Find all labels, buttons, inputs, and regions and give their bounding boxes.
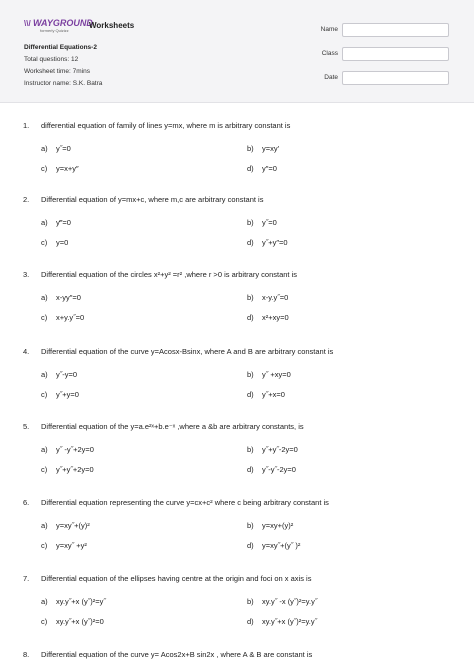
option-text: y˝ -y˝+2y=0	[56, 445, 94, 454]
logo-mark-icon: \\/	[24, 19, 31, 28]
answer-option[interactable]	[41, 541, 87, 550]
answer-option[interactable]	[41, 465, 94, 474]
option-letter: a)	[41, 597, 48, 606]
question-number: 3.	[23, 270, 30, 279]
question-number: 4.	[23, 347, 30, 356]
option-letter: b)	[247, 218, 254, 227]
answer-option[interactable]	[247, 521, 293, 530]
option-text: x²+xy=0	[262, 313, 289, 322]
question-number: 7.	[23, 574, 30, 583]
option-text: xy.y˝ -x (y˝)²=y.y˝	[262, 597, 318, 606]
option-text: y˝=0	[262, 218, 277, 227]
answer-option[interactable]	[247, 445, 298, 454]
question-item	[0, 270, 474, 342]
option-letter: a)	[41, 218, 48, 227]
date-label: Date	[324, 74, 338, 81]
option-letter: d)	[247, 617, 254, 626]
option-text: x+y.y˝=0	[56, 313, 85, 322]
question-item	[0, 121, 474, 193]
answer-option[interactable]	[41, 164, 79, 173]
question-number: 8.	[23, 650, 30, 659]
answer-option[interactable]	[41, 218, 71, 227]
answer-option[interactable]	[41, 617, 104, 626]
question-item	[0, 650, 474, 670]
answer-option[interactable]	[247, 370, 291, 379]
option-letter: a)	[41, 144, 48, 153]
question-text: Differential equation of y=mx+c, where m,c are arbitrary constant is	[41, 195, 264, 204]
question-text: Differential equation of the curve y=Acosx-Bsinx, where A and B are arbitrary constant is	[41, 347, 334, 356]
name-label: Name	[320, 26, 338, 33]
question-number: 5.	[23, 422, 30, 431]
answer-option[interactable]	[41, 597, 106, 606]
answer-option[interactable]	[41, 521, 90, 530]
option-text: xy.y˝+x (y˝)²=y.y˝	[262, 617, 318, 626]
option-text: y˝+y˝-2y=0	[262, 445, 298, 454]
answer-option[interactable]	[41, 370, 77, 379]
answer-option[interactable]	[247, 238, 288, 247]
class-label: Class	[321, 50, 338, 57]
option-text: y˝+y″=0	[262, 238, 288, 247]
wayground-logo	[24, 18, 93, 36]
option-letter: b)	[247, 521, 254, 530]
option-letter: c)	[41, 164, 48, 173]
option-text: y=xy+(y)²	[262, 521, 294, 530]
option-text: y˝=0	[56, 144, 71, 153]
answer-option[interactable]	[247, 293, 288, 302]
option-letter: b)	[247, 144, 254, 153]
option-text: y˝+x=0	[262, 390, 285, 399]
option-text: xy.y˝+x (y˝)²=0	[56, 617, 104, 626]
option-text: x-y.y˝=0	[262, 293, 289, 302]
answer-option[interactable]	[41, 390, 79, 399]
option-letter: c)	[41, 238, 48, 247]
option-letter: d)	[247, 313, 254, 322]
date-field[interactable]	[342, 71, 449, 85]
option-text: y=xy'	[262, 144, 280, 153]
option-letter: c)	[41, 313, 48, 322]
option-letter: d)	[247, 238, 254, 247]
question-item	[0, 498, 474, 570]
option-letter: d)	[247, 541, 254, 550]
answer-option[interactable]	[247, 144, 279, 153]
option-text: x-yy″=0	[56, 293, 81, 302]
option-letter: c)	[41, 541, 48, 550]
option-letter: b)	[247, 597, 254, 606]
option-text: y=x+y″	[56, 164, 79, 173]
answer-option[interactable]	[41, 293, 81, 302]
option-text: y˝+y=0	[56, 390, 79, 399]
question-text: Differential equation of the y=a.e²ˣ+b.e⁻ˣ ,where a &b are arbitrary constants, is	[41, 422, 304, 431]
total-questions: Total questions: 12	[24, 56, 79, 63]
option-letter: c)	[41, 617, 48, 626]
question-item	[0, 422, 474, 494]
option-text: y=xy˝+(y˝ )²	[262, 541, 301, 550]
option-text: xy.y˝+x (y˝)²=y˝	[56, 597, 106, 606]
option-text: y˝ +xy=0	[262, 370, 291, 379]
option-text: y˝-y=0	[56, 370, 78, 379]
option-text: y″=0	[262, 164, 277, 173]
name-field[interactable]	[342, 23, 449, 37]
answer-option[interactable]	[247, 617, 317, 626]
question-text: Differential equation of the ellipses having centre at the origin and foci on x axis is	[41, 574, 312, 583]
answer-option[interactable]	[41, 144, 71, 153]
answer-option[interactable]	[247, 541, 300, 550]
question-item	[0, 195, 474, 267]
option-text: y˝+y˝+2y=0	[56, 465, 94, 474]
question-text: differential equation of family of lines y=mx, where m is arbitrary constant is	[41, 121, 291, 130]
question-item	[0, 347, 474, 419]
question-number: 2.	[23, 195, 30, 204]
answer-option[interactable]	[41, 238, 68, 247]
class-field[interactable]	[342, 47, 449, 61]
option-letter: b)	[247, 370, 254, 379]
option-letter: b)	[247, 445, 254, 454]
option-letter: d)	[247, 390, 254, 399]
option-letter: d)	[247, 164, 254, 173]
option-text: y=0	[56, 238, 69, 247]
question-number: 1.	[23, 121, 30, 130]
logo-subtitle: formerly Quizizz	[40, 28, 69, 33]
option-letter: a)	[41, 293, 48, 302]
worksheets-label: Worksheets	[89, 21, 135, 30]
answer-option[interactable]	[247, 597, 317, 606]
answer-option[interactable]	[247, 465, 296, 474]
option-text: y‴=0	[56, 218, 71, 227]
option-letter: b)	[247, 293, 254, 302]
question-text: Differential equation representing the curve y=cx+c² where c being arbitrary constant is	[41, 498, 329, 507]
answer-option[interactable]	[41, 313, 84, 322]
answer-option[interactable]	[247, 218, 277, 227]
answer-option[interactable]	[247, 390, 285, 399]
instructor-name: Instructor name: S.K. Batra	[24, 80, 103, 87]
answer-option[interactable]	[247, 164, 277, 173]
answer-option[interactable]	[247, 313, 289, 322]
answer-option[interactable]	[41, 445, 94, 454]
option-text: y=xy˝ +y²	[56, 541, 87, 550]
worksheet-header	[0, 0, 474, 103]
worksheet-time: Worksheet time: 7mins	[24, 68, 90, 75]
option-letter: d)	[247, 465, 254, 474]
logo-text: WAYGROUND	[33, 18, 93, 28]
option-text: y˝-y˝-2y=0	[262, 465, 296, 474]
question-text: Differential equation of the circles x²+y² =r² ,where r >0 is arbitrary constant is	[41, 270, 298, 279]
worksheet-title: Differential Equations-2	[24, 44, 97, 51]
option-letter: a)	[41, 445, 48, 454]
option-letter: c)	[41, 465, 48, 474]
option-letter: a)	[41, 370, 48, 379]
option-letter: c)	[41, 390, 48, 399]
question-text: Differential equation of the curve y= Acos2x+B sin2x , where A & B are constant is	[41, 650, 313, 659]
option-letter: a)	[41, 521, 48, 530]
question-number: 6.	[23, 498, 30, 507]
question-item	[0, 574, 474, 646]
option-text: y=xy˝+(y)²	[56, 521, 90, 530]
